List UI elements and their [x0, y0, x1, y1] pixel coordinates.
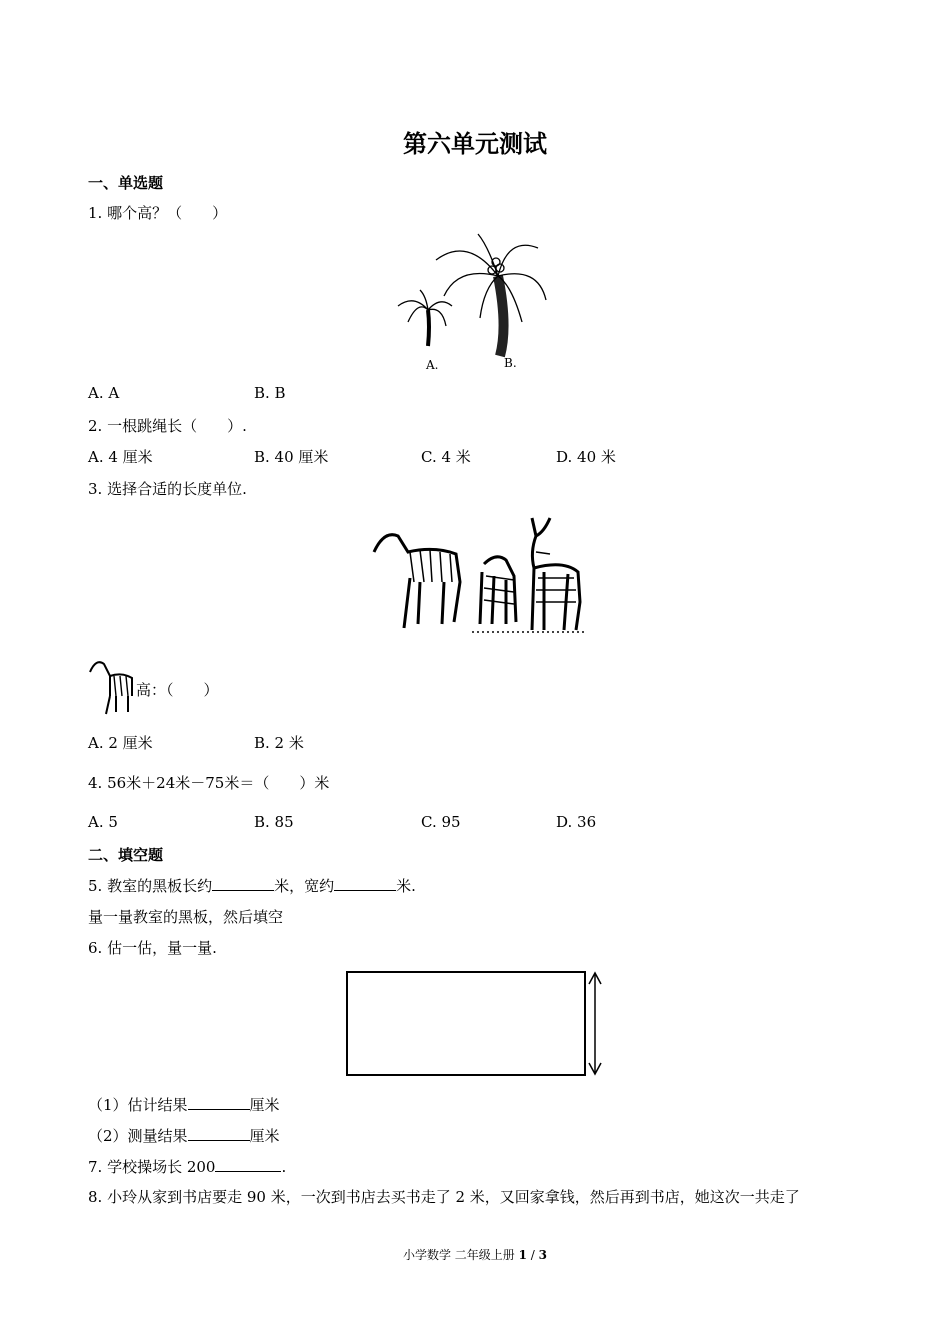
q7-part1: 7. 学校操场长 200	[88, 1158, 216, 1176]
q6-sub2	[88, 1125, 280, 1146]
q6-blank-estimate[interactable]	[188, 1095, 250, 1110]
zebras-illustration	[364, 512, 586, 640]
q7-part2: .	[281, 1158, 287, 1176]
small-zebra-body	[90, 662, 132, 714]
q6-sub1-label: （1）估计结果	[88, 1096, 188, 1114]
q4-option-b: B. 85	[254, 813, 294, 831]
q2-option-a: A. 4 厘米	[88, 448, 153, 466]
q6-sub1	[88, 1094, 280, 1115]
q4-option-c: C. 95	[421, 813, 461, 831]
rectangle-shape	[347, 972, 585, 1075]
label-a: A.	[426, 358, 439, 372]
small-palm-trunk	[428, 310, 429, 346]
big-palm-trunk	[498, 276, 504, 356]
q2-option-c: C. 4 米	[421, 448, 471, 466]
question-5-text	[88, 875, 416, 896]
q6-blank-measure[interactable]	[188, 1126, 250, 1141]
footer-subject: 小学数学 二年级上册	[402, 1248, 519, 1262]
q3-sub-text: 高：（ ）	[136, 681, 219, 699]
q7-blank-unit[interactable]	[215, 1157, 281, 1172]
small-zebra-icon	[86, 656, 136, 718]
small-zebra-stripes	[114, 676, 128, 696]
page-footer	[0, 1246, 950, 1263]
footer-total-pages: 3	[538, 1248, 548, 1262]
q2-option-b: B. 40 厘米	[254, 448, 329, 466]
q5-part2: 米，宽约	[274, 877, 335, 895]
q5-blank-length[interactable]	[212, 876, 274, 891]
question-8-text: 8. 小玲从家到书店要走 90 米，一次到书店去买书走了 2 米，又回家拿钱，然后再到书店，她这次一共走了	[88, 1188, 800, 1206]
q6-sub2-label: （2）测量结果	[88, 1127, 188, 1145]
q1-option-b: B. B	[254, 384, 286, 402]
q5-blank-width[interactable]	[334, 876, 396, 891]
q6-sub1-unit: 厘米	[249, 1096, 280, 1114]
footer-separator: /	[526, 1248, 539, 1262]
coconut	[488, 266, 496, 274]
q3-option-b: B. 2 米	[254, 734, 304, 752]
q5-note: 量一量教室的黑板，然后填空	[88, 908, 284, 926]
q5-part1: 5. 教室的黑板长约	[88, 877, 213, 895]
page-title: 第六单元测试	[403, 129, 547, 158]
q2-option-d: D. 40 米	[556, 448, 616, 466]
question-6-text: 6. 估一估，量一量.	[88, 939, 217, 957]
zebra-3	[532, 518, 580, 630]
big-palm-fronds	[436, 234, 546, 322]
zebra-1	[374, 535, 460, 628]
question-2-text: 2. 一根跳绳长（ ）.	[88, 417, 247, 435]
zebra-2-stripes	[484, 576, 514, 604]
question-3-text: 3. 选择合适的长度单位.	[88, 480, 247, 498]
q4-option-d: D. 36	[556, 813, 597, 831]
zebra-1-stripes	[410, 550, 452, 582]
q5-part3: 米.	[396, 877, 416, 895]
label-b: B.	[504, 356, 517, 370]
footer-page-number: 1	[518, 1248, 527, 1262]
section-heading-single-choice: 一、单选题	[88, 174, 164, 192]
rectangle-measure-figure	[344, 968, 606, 1080]
question-4-text: 4. 56米＋24米－75米＝（ ）米	[88, 774, 330, 792]
question-1-text: 1. 哪个高？（ ）	[88, 204, 228, 222]
q1-option-a: A. A	[88, 384, 120, 402]
q3-option-a: A. 2 厘米	[88, 734, 153, 752]
question-7-text	[88, 1156, 286, 1177]
q4-option-a: A. 5	[88, 813, 118, 831]
palm-trees-illustration	[388, 226, 556, 376]
section-heading-fill-blank: 二、填空题	[88, 846, 164, 864]
q6-sub2-unit: 厘米	[249, 1127, 280, 1145]
zebra-3-stripes	[536, 552, 576, 602]
